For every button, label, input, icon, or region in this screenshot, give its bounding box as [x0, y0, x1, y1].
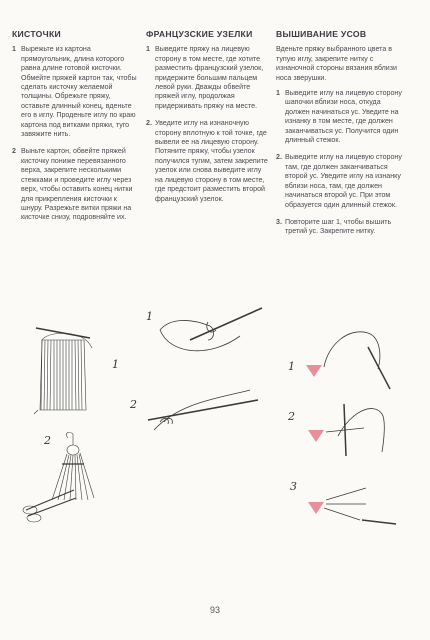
instruction-step — [276, 218, 404, 237]
step-number: 2. — [146, 119, 152, 128]
intro-text: Вденьте пряжу выбранного цвета в тупую иглу, закрепите нитку с изнаночной стороны вязания вблизи носа зверушки. — [276, 45, 397, 82]
figure-label: 2 — [288, 410, 295, 423]
instruction-step — [146, 119, 270, 204]
section-heading: ВЫШИВАНИЕ УСОВ — [276, 29, 367, 39]
french-knot-wrap-illustration — [150, 300, 270, 360]
step-text: Выведите пряжу на лицевую сторону в том месте, где хотите разместить французский узелок, придержите большим пальцем левой руки. Дважды обвейте пряжей иглу, продолжая придерживать пряжу на месте. — [155, 45, 264, 110]
figure-label: 1 — [146, 310, 153, 323]
section-heading: КИСТОЧКИ — [12, 29, 61, 39]
step-number: 2. — [276, 153, 282, 162]
figure-label: 2 — [44, 434, 51, 447]
step-text: Повторите шаг 1, чтобы вышить третий ус. Закрепите нитку. — [285, 217, 392, 236]
instruction-step — [12, 45, 138, 139]
step-text: Выведите иглу на лицевую сторону шапочки вблизи носа, откуда должен начинаться ус. Уведите на изнанку в том месте, где должен заканчиваться ус. Получится один длинный стежок. — [285, 89, 402, 145]
instruction-step — [12, 147, 138, 222]
step-text: Вырежьте из картона прямоугольник, длина которого равна длине готовой кисточки. Обмейте пряжей картон так, чтобы сделать кисточку желаемой толщины. Обрежьте пряжу, оставьте длинный конец, вденьте его в иглу. Проденьте иглу по краю картона под витками пряжи, туго завяжите нить. — [21, 45, 137, 139]
instruction-step — [276, 89, 404, 145]
step-number: 2 — [12, 147, 16, 156]
step-text: Выведите иглу на лицевую сторону там, где должен заканчиваться второй ус. Уведите иглу на изнанку вблизи носа, там, где должен начинаться второй ус. При этом образуется один длинный стежок. — [285, 153, 402, 209]
step-number: 1 — [146, 45, 150, 54]
figure-label: 1 — [288, 360, 295, 373]
page-number: 93 — [209, 605, 220, 615]
french-knots-section — [146, 30, 270, 212]
whisker-step2-illustration — [298, 400, 408, 470]
french-knot-pull-illustration — [140, 378, 270, 438]
step-number: 3. — [276, 217, 282, 226]
figure-label: 1 — [112, 358, 119, 371]
whisker-step1-illustration — [298, 325, 408, 395]
step-number: 1 — [12, 45, 16, 54]
figure-label: 3 — [290, 480, 297, 493]
instruction-step — [276, 153, 404, 209]
whisker-step3-illustration — [300, 472, 410, 542]
step-number: 1 — [276, 89, 280, 98]
whiskers-section — [276, 30, 404, 245]
step-text: Уведите иглу на изнаночную сторону вплотную к той точке, где вывели ее на лицевую сторону. Потяните пряжу, чтобы узелок получился тугим, затем закрепите узелок или снова выведите иглу на лицевую сторону в том месте, где предстоит разместить второй французский узелок. — [155, 119, 268, 203]
instruction-step — [146, 45, 270, 111]
step-text: Выньте картон, обвейте пряжей кисточку пониже перевязанного верха, закрепите несколькими стежками и проведите иглу через верх, чтобы оставить конец нитки для прикрепления кисточки к шнуру. Разрежьте витки пряжи на кисточке снизу, подровняйте их. — [21, 147, 133, 222]
tassel-scissors-illustration — [18, 428, 128, 523]
figure-label: 2 — [130, 398, 137, 411]
tassels-section — [12, 30, 138, 231]
section-heading: ФРАНЦУЗСКИЕ УЗЕЛКИ — [146, 29, 253, 39]
tassel-card-illustration — [28, 318, 108, 418]
